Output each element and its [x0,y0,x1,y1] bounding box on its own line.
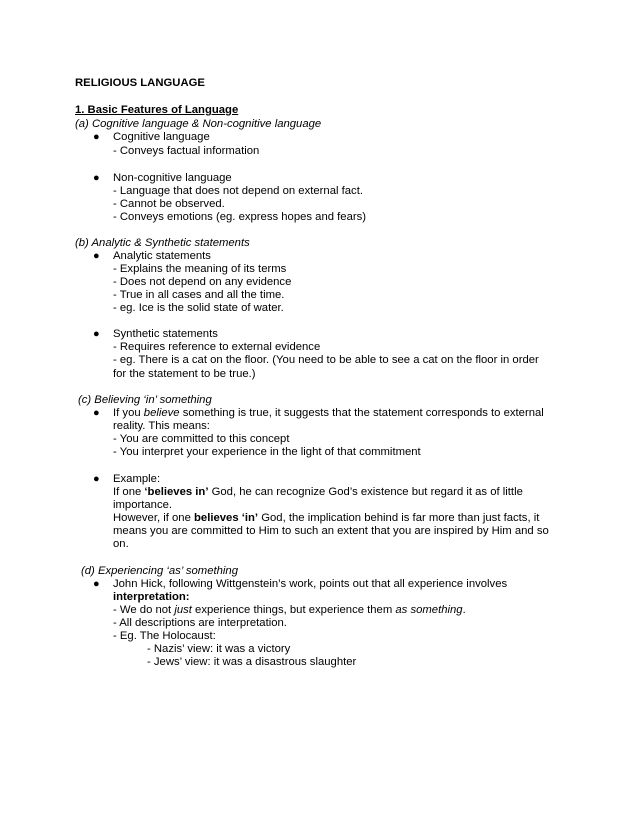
bullet-label: Cognitive language [113,131,210,143]
text-line: - All descriptions are interpretation. [113,617,287,629]
subsection-c-heading: (c) Believing ‘in’ something [78,394,212,406]
bullet-label: Non-cognitive language [113,172,232,184]
text-line: importance. [113,499,173,511]
text-line: - Requires reference to external evidence [113,341,321,353]
text-line: - You interpret your experience in the light of that commitment [113,446,421,458]
text-line: - Does not depend on any evidence [113,276,292,288]
text-line: If you believe something is true, it suggests that the statement corresponds to external [113,407,544,419]
text-line: - Explains the meaning of its terms [113,263,287,275]
bullet-label: Analytic statements [113,250,211,262]
bullet-icon: ● [93,131,100,143]
text-line: - Eg. The Holocaust: [113,630,216,642]
bullet-icon: ● [93,473,100,485]
section-heading: 1. Basic Features of Language [75,104,239,116]
text-line: However, if one believes ‘in’ God, the implication behind is far more than just facts, it [113,512,540,524]
text-line: - Language that does not depend on external fact. [113,185,363,197]
bullet-icon: ● [93,172,100,184]
text-line: - eg. There is a cat on the floor. (You need to be able to see a cat on the floor in order [113,354,539,366]
bullet-icon: ● [93,328,100,340]
subsection-b-heading: (b) Analytic & Synthetic statements [75,237,250,249]
bullet-label: Example: [113,473,161,485]
text-line: - Cannot be observed. [113,198,225,210]
bullet-icon: ● [93,578,100,590]
text-line: - Conveys factual information [113,145,260,157]
text-line: - eg. Ice is the solid state of water. [113,302,284,314]
text-line: for the statement to be true.) [113,368,256,380]
text-line: reality. This means: [113,420,210,432]
text-line: interpretation: [113,591,190,603]
text-line: If one ‘believes in’ God, he can recognize God’s existence but regard it as of little [113,486,523,498]
subsection-d-heading: (d) Experiencing ‘as’ something [81,565,238,577]
bullet-label: Synthetic statements [113,328,218,340]
text-line: - True in all cases and all the time. [113,289,285,301]
text-line: - We do not just experience things, but experience them as something. [113,604,466,616]
text-line: - Nazis’ view: it was a victory [147,643,291,655]
text-line: on. [113,538,129,550]
bullet-icon: ● [93,407,100,419]
text-line: - Conveys emotions (eg. express hopes and fears) [113,211,367,223]
document-title: RELIGIOUS LANGUAGE [75,77,205,89]
bullet-icon: ● [93,250,100,262]
text-line: John Hick, following Wittgenstein’s work, points out that all experience involves [113,578,508,590]
text-line: - Jews’ view: it was a disastrous slaughter [147,656,357,668]
subsection-a-heading: (a) Cognitive language & Non-cognitive language [75,118,322,130]
text-line: means you are committed to Him to such an extent that you are inspired by Him and so [113,525,549,537]
text-line: - You are committed to this concept [113,433,290,445]
